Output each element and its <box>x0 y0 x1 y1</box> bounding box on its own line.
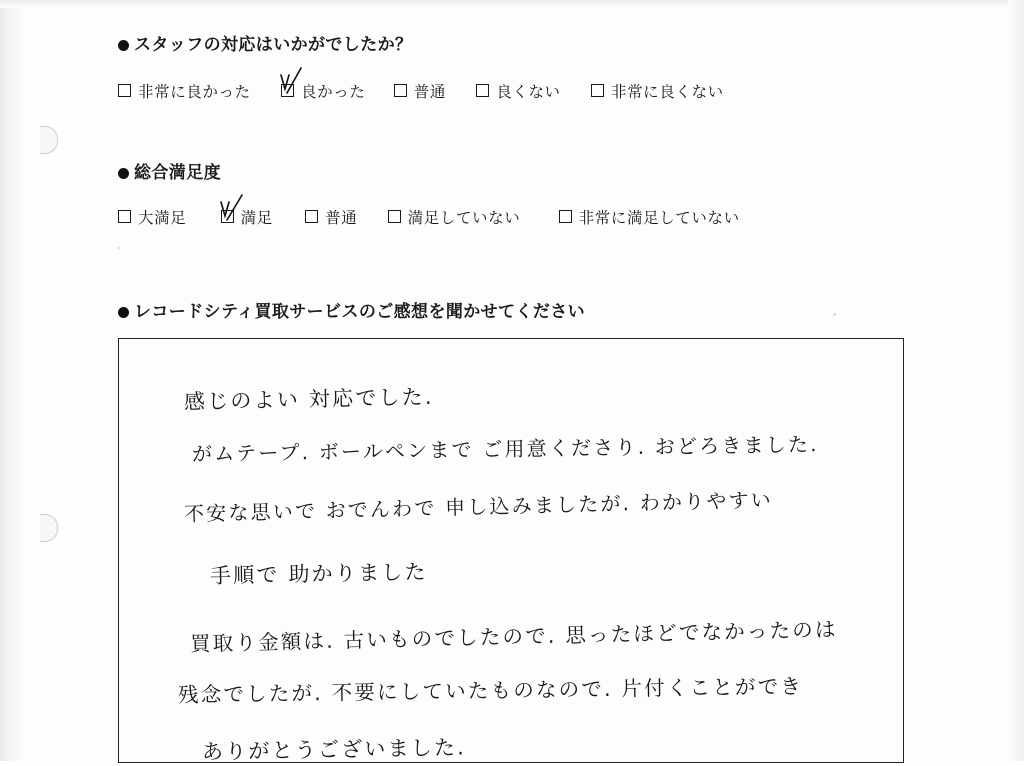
option-label: 非常に良くない <box>610 84 724 101</box>
punch-hole-mark-lower <box>40 514 58 542</box>
option-satisfaction-normal[interactable] <box>305 206 357 228</box>
option-satisfaction-not-satisfied[interactable] <box>388 206 521 228</box>
checkbox[interactable] <box>388 210 401 223</box>
checkbox[interactable] <box>559 210 572 223</box>
checkbox[interactable] <box>118 210 131 223</box>
checkbox[interactable] <box>591 84 604 97</box>
option-label: 普通 <box>325 210 358 227</box>
option-label: 非常に良かった <box>138 84 251 101</box>
option-label: 非常に満足していない <box>578 210 740 227</box>
bullet-icon <box>118 40 129 51</box>
handwritten-line: ありがとうございました. <box>201 735 467 764</box>
checkbox[interactable] <box>305 210 318 223</box>
question-heading-overall-satisfaction <box>118 158 221 183</box>
option-staff-very-bad[interactable] <box>591 80 724 102</box>
checkbox[interactable] <box>221 210 234 223</box>
question-heading-staff-response <box>118 30 412 55</box>
checkbox[interactable] <box>281 84 294 97</box>
option-row-overall-satisfaction <box>118 206 740 228</box>
checkbox[interactable] <box>118 84 131 97</box>
option-label: 良かった <box>301 84 366 101</box>
option-label: 普通 <box>413 84 446 101</box>
scan-speck <box>118 247 120 249</box>
option-staff-normal[interactable] <box>394 80 446 102</box>
option-staff-very-good[interactable] <box>118 80 251 102</box>
punch-hole-mark-upper <box>40 126 58 154</box>
scan-edge-shadow-right <box>1008 0 1024 761</box>
question-text: レコードシティ買取サービスのご感想を聞かせてください <box>134 302 586 321</box>
option-row-staff-response <box>118 80 724 102</box>
scan-edge-shadow-top <box>0 0 1024 8</box>
option-label: 大満足 <box>138 210 187 227</box>
question-heading-free-comment <box>118 297 585 322</box>
question-text: スタッフの対応はいかがでしたか？ <box>134 35 413 54</box>
option-label: 満足 <box>240 210 273 227</box>
handwritten-line: がムテープ. ボールペンまで ご用意くださり. おどろきました. <box>191 432 819 466</box>
option-satisfaction-very-satisfied[interactable] <box>118 206 186 228</box>
handwritten-line: 不安な思いで おでんわで 申し込みましたが. わかりやすい <box>183 487 774 526</box>
handwritten-line: 買取り金額は. 古いものでしたので. 思ったほどでなかったのは <box>189 617 838 656</box>
free-comment-box[interactable] <box>118 338 904 763</box>
scan-edge-shadow-left <box>0 0 26 761</box>
handwritten-line: 残念でしたが. 不要にしていたものなので. 片付くことができ <box>177 674 804 707</box>
bullet-icon <box>118 307 129 318</box>
option-staff-not-good[interactable] <box>476 80 560 102</box>
scan-speck <box>833 313 836 316</box>
option-staff-good[interactable] <box>281 80 365 102</box>
option-label: 満足していない <box>407 210 521 227</box>
option-satisfaction-very-unsatisfied[interactable] <box>559 206 740 228</box>
handwritten-line: 手順で 助かりました <box>209 559 428 588</box>
handwritten-line: 感じのよい 対応でした. <box>183 384 434 414</box>
option-satisfaction-satisfied[interactable] <box>221 206 273 228</box>
question-text: 総合満足度 <box>134 163 221 182</box>
bullet-icon <box>118 168 129 179</box>
option-label: 良くない <box>496 84 561 101</box>
checkbox[interactable] <box>476 84 489 97</box>
checkbox[interactable] <box>394 84 407 97</box>
